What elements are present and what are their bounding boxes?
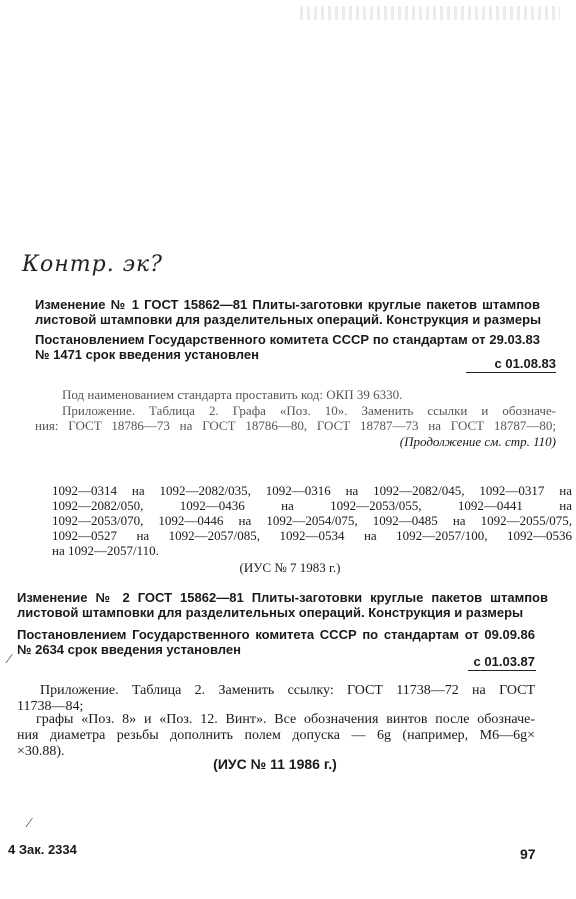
- continuation-ius: (ИУС № 7 1983 г.): [239, 560, 341, 575]
- amendment1-body: [35, 403, 556, 433]
- amendment2-effective-rule: [468, 670, 536, 671]
- amendment2-body: [17, 683, 535, 715]
- amendment2-decree-line2: № 2634 срок введения установлен: [17, 642, 241, 657]
- amendment2-title-line1: Изменение № 2 ГОСТ 15862—81 Плиты-заготовки круглые пакетов штампов: [17, 590, 548, 605]
- amendment2-title: [17, 590, 548, 620]
- amendment2-ius: (ИУС № 11 1986 г.): [213, 756, 337, 772]
- amendment1-title-line1: Изменение № 1 ГОСТ 15862—81 Плиты-заготовки круглые пакетов штампов: [35, 297, 540, 312]
- continuation-line2: 1092—2082/050, 1092—0436 на 1092—2053/055, 1092—0441 на: [52, 498, 572, 513]
- amendment2-body-line3: графы «Поз. 8» и «Поз. 12. Винт». Все обозначения винтов после обозначе-: [36, 712, 535, 727]
- amendment1-decree-line1: Постановлением Государственного комитета СССР по стандартам от 29.03.83: [35, 332, 540, 347]
- header-smudge: [300, 6, 560, 20]
- amendment1-continued: (Продолжение см. стр. 110): [399, 434, 556, 449]
- amendment2-decree: [17, 627, 535, 657]
- amendment2-title-line2: листовой штамповки для разделительных операций. Конструкция и размеры: [17, 605, 524, 620]
- amendment1-body-line2: Приложение. Таблица 2. Графа «Поз. 10». Заменить ссылки и обозначе-: [62, 403, 556, 418]
- continuation-line5: на 1092—2057/110.: [52, 543, 159, 558]
- amendment1-body-line1: Под наименованием стандарта проставить код: ОКП 39 6330.: [62, 387, 403, 402]
- amendment2-body-line1: Приложение. Таблица 2. Заменить ссылку: ГОСТ 11738—72 на ГОСТ: [40, 683, 535, 698]
- amendment2-body-b: [17, 712, 535, 760]
- amendment1-effective-rule: [466, 372, 556, 373]
- amendment1-decree-line2: № 1471 срок введения установлен: [35, 347, 259, 362]
- margin-slash-mark: ⁄: [28, 816, 31, 831]
- amendment2-body-line4: ния диаметра резьбы дополнить полем допуска — 6g (например, М6—6g×: [17, 728, 535, 743]
- continuation-line4: 1092—0527 на 1092—2057/085, 1092—0534 на 1092—2057/100, 1092—0536: [52, 528, 572, 543]
- continuation-block: [52, 483, 572, 558]
- amendment1-body-line3: ния: ГОСТ 18786—73 на ГОСТ 18786—80, ГОСТ 18787—73 на ГОСТ 18787—80;: [35, 418, 556, 433]
- amendment2-decree-line1: Постановлением Государственного комитета СССР по стандартам от 09.09.86: [17, 627, 535, 642]
- amendment1-effective-date: с 01.08.83: [494, 356, 556, 371]
- amendment2-body-line5: ×30.88).: [17, 744, 65, 759]
- amendment2-body-line2: 11738—84;: [17, 699, 84, 714]
- continuation-line1: 1092—0314 на 1092—2082/035, 1092—0316 на 1092—2082/045, 1092—0317 на: [52, 483, 572, 498]
- handwritten-note: Контр. эк?: [22, 252, 163, 277]
- continuation-line3: 1092—2053/070, 1092—0446 на 1092—2054/075, 1092—0485 на 1092—2055/075,: [52, 513, 572, 528]
- footer-order-number: 4 Зак. 2334: [8, 842, 77, 857]
- amendment1-title-line2: листовой штамповки для разделительных операций. Конструкция и размеры: [35, 312, 542, 327]
- amendment2-effective-date: с 01.03.87: [473, 654, 535, 669]
- margin-tick-mark: ⁄: [8, 652, 11, 667]
- amendment1-title: [35, 297, 540, 327]
- footer-page-number: 97: [520, 846, 536, 862]
